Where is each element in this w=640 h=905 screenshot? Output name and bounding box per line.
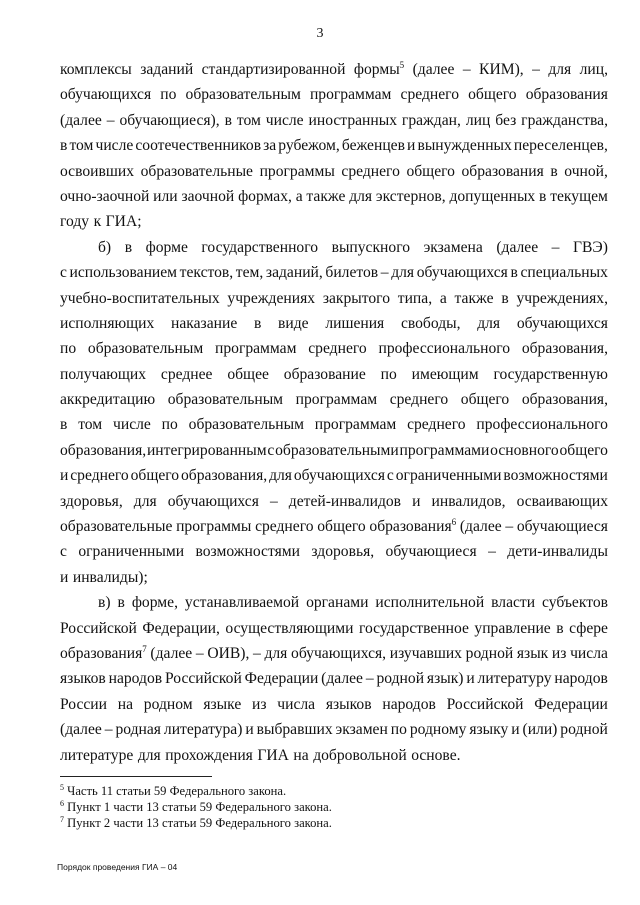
footnote-number: 6 [60, 799, 64, 808]
text-line [60, 641, 608, 666]
text-line [60, 57, 608, 82]
word: в [124, 238, 133, 256]
word: здоровья, [311, 543, 375, 561]
word: учреждениях [227, 289, 316, 307]
word: для [264, 644, 288, 662]
word: формы$^5$ [353, 60, 405, 78]
footnote-text: Часть 11 статьи 59 Федерального закона. [64, 784, 287, 798]
footnote [60, 799, 608, 815]
word: формах, [238, 187, 292, 205]
text-line [60, 82, 608, 107]
word: специальных [520, 264, 608, 282]
word: выпускного [331, 238, 411, 256]
text-line [60, 539, 608, 564]
word: государственного [201, 238, 319, 256]
word: родной [376, 670, 425, 688]
word: программам [215, 340, 297, 358]
word: инвалидов, [431, 492, 506, 510]
word: текущем [550, 187, 608, 205]
word: образования$^7$ [60, 643, 147, 662]
text-line [60, 362, 608, 387]
word: программами [399, 441, 490, 459]
word: КИМ), [479, 61, 524, 78]
word: обучающихся [516, 314, 608, 332]
word: профессионального [476, 416, 608, 434]
word: – [365, 670, 374, 688]
word: числе [113, 416, 151, 434]
word: в [556, 619, 564, 637]
word: допущенных [449, 187, 536, 205]
word: литературе [60, 746, 134, 764]
word: в [501, 289, 509, 307]
word: органами [306, 594, 369, 612]
word: программы [176, 518, 252, 536]
word: а [295, 187, 303, 205]
word: и [511, 721, 520, 739]
text-line [60, 590, 608, 615]
word: добровольной [313, 746, 407, 764]
word: среднего [341, 162, 400, 180]
word: с [60, 543, 67, 561]
word: числа [277, 695, 316, 713]
word: образования, [60, 441, 147, 459]
text-line [60, 286, 608, 311]
word: языке [203, 695, 242, 713]
footnote-ref: 7 [142, 643, 147, 654]
word: обучающиеся [516, 518, 608, 536]
word: по [60, 340, 77, 358]
footnote-ref: 5 [399, 60, 405, 70]
word: среднего [389, 391, 449, 409]
word: дети-инвалиды [507, 543, 608, 561]
word: б) [98, 238, 112, 256]
word: из [252, 695, 267, 713]
word: исполняющих [60, 314, 155, 332]
word: в [117, 594, 125, 612]
word: очной, [564, 162, 608, 180]
word: – [195, 644, 204, 662]
word: в [253, 314, 262, 332]
text-line [60, 387, 608, 412]
word: ГИА [257, 746, 289, 764]
word: очно-заочной [60, 187, 150, 205]
word: субъектов [542, 594, 608, 612]
text-line [60, 235, 608, 260]
text-line [60, 209, 608, 234]
word: Российской [164, 670, 242, 688]
word: профессионального [378, 340, 511, 358]
page-footer: Порядок проведения ГИА – 04 [57, 862, 178, 872]
word: общего [317, 518, 366, 536]
word: образования [461, 162, 544, 180]
word: числа [570, 644, 608, 662]
word: – [532, 61, 540, 78]
word: текстов, [179, 264, 234, 282]
word: для [137, 746, 161, 764]
word: осваивающих [516, 492, 608, 510]
word: ограниченными [395, 467, 502, 485]
text-line [60, 260, 608, 285]
word: устанавливаемой [184, 594, 300, 612]
word: образования, [521, 391, 608, 409]
word: – [551, 238, 560, 256]
word: в [550, 162, 558, 180]
text-line [60, 565, 608, 590]
text-line [60, 666, 608, 691]
word: образования, [521, 340, 608, 358]
word: Российской [446, 695, 524, 713]
footnote-ref: 6 [451, 517, 457, 528]
word: (далее [496, 238, 539, 256]
word: на [117, 695, 134, 713]
word: возможностями [503, 467, 608, 485]
word: тем, [235, 264, 264, 282]
footnote-number: 5 [60, 783, 64, 792]
word: языков [325, 695, 372, 713]
word: с [267, 441, 275, 459]
word: комплексы [60, 61, 132, 78]
word: и [60, 467, 69, 485]
word: том [69, 137, 94, 155]
word: родной [560, 721, 608, 739]
word: году [60, 213, 90, 231]
word: обучающихся [60, 86, 152, 104]
word: с [60, 264, 67, 282]
word: для [391, 264, 415, 282]
word: сфере [569, 619, 608, 637]
word: образовательные [140, 162, 253, 180]
word: Федерации [534, 695, 608, 713]
word: для [548, 61, 572, 78]
body-text [60, 57, 608, 768]
word: Федерации [244, 670, 319, 688]
word: народов [108, 670, 163, 688]
word: родная [115, 721, 161, 739]
word: здоровья, [60, 492, 123, 510]
text-line [60, 717, 608, 742]
word: за [263, 137, 277, 155]
word: родной [465, 644, 514, 662]
word: государственную [493, 365, 608, 383]
word: – [253, 644, 261, 662]
footnotes [60, 783, 608, 831]
word: – [488, 543, 496, 561]
text-line [60, 311, 608, 336]
word: в [539, 187, 547, 205]
word: среднего [70, 467, 129, 485]
word: образовательными [275, 441, 399, 459]
word: среднего [400, 86, 459, 104]
word: беженцев [341, 137, 405, 155]
word: виде [278, 314, 309, 332]
text-line [60, 743, 608, 768]
word: (далее [60, 111, 102, 129]
word: числе [265, 111, 304, 129]
word: лиц, [579, 61, 608, 78]
word: по [390, 721, 407, 739]
word: на [293, 746, 309, 764]
word: обучающихся [416, 264, 508, 282]
word: типа, [397, 289, 433, 307]
word: программы [259, 162, 335, 180]
word: образовательным [185, 86, 301, 104]
word: (далее [150, 644, 193, 662]
word: – [505, 518, 514, 536]
text-line [60, 463, 608, 488]
word: общего [130, 467, 180, 485]
word: ограниченными [78, 543, 185, 561]
word: иностранных [308, 111, 397, 129]
text-line [60, 336, 608, 361]
word: и [412, 492, 421, 510]
word: прохождения [165, 746, 253, 764]
footnote-text: Пункт 1 части 13 статьи 59 Федерального закона. [64, 800, 332, 814]
word: лиц [465, 111, 491, 129]
word: и [60, 568, 69, 586]
word: заданий, [265, 264, 323, 282]
word: том [78, 416, 103, 434]
text-line [60, 159, 608, 184]
word: литература) [163, 721, 243, 739]
word: (далее [60, 721, 102, 739]
word: свободы, [400, 314, 461, 332]
word: народов [382, 695, 436, 713]
word: государственное [358, 619, 469, 637]
word: для [133, 492, 157, 510]
word: детей-инвалидов [288, 492, 402, 510]
word: России [60, 695, 108, 713]
page-number: 3 [316, 26, 324, 41]
word: (или) [522, 721, 558, 739]
word: числе [95, 137, 134, 155]
word: Российской [60, 619, 137, 637]
word: обучающихся, [291, 644, 387, 662]
text-line [60, 438, 608, 463]
word: в [60, 137, 68, 155]
word: экзамен [335, 721, 388, 739]
word: для [269, 467, 292, 485]
word: по [161, 416, 178, 434]
word: граждан, [401, 111, 461, 129]
word: для [349, 187, 373, 205]
word: и [466, 670, 475, 688]
text-line [60, 489, 608, 514]
word: – [104, 721, 113, 739]
word: – [106, 111, 115, 129]
word: среднего [308, 340, 367, 358]
text-line [60, 184, 608, 209]
word: в [224, 111, 232, 129]
word: возможностями [195, 543, 300, 561]
text-line [60, 412, 608, 437]
word: родном [143, 695, 193, 713]
word: среднего [407, 416, 466, 434]
word: экзамена [423, 238, 483, 256]
word: программам [309, 86, 392, 104]
word: по [380, 365, 397, 383]
word: языков [60, 670, 106, 688]
word: также [306, 187, 346, 205]
word: а [439, 289, 447, 307]
word: инвалиды); [72, 568, 148, 586]
word: – [462, 61, 471, 78]
word: использованием [69, 264, 178, 282]
footnote-number: 7 [60, 815, 64, 824]
word: в [60, 416, 68, 434]
word: закрытого [322, 289, 390, 307]
word: рубежом, [278, 137, 340, 155]
word: (далее [321, 670, 363, 688]
text-line [60, 616, 608, 641]
text-line [60, 514, 608, 539]
word: языку [469, 721, 509, 739]
word: вынужденных [417, 137, 512, 155]
word: общего [406, 162, 455, 180]
word: основе. [411, 746, 461, 764]
word: стандартизированной [201, 61, 346, 78]
word: осуществляющими [225, 619, 354, 637]
word: переселенцев, [513, 137, 608, 155]
word: (далее [459, 518, 502, 536]
word: ГИА; [105, 213, 142, 231]
word: аккредитацию [60, 391, 156, 409]
word: среднего [255, 518, 314, 536]
word: наказание [171, 314, 238, 332]
word: обучающихся [167, 492, 259, 510]
word: учебно-воспитательных [60, 289, 220, 307]
word: обучающиеся [385, 543, 477, 561]
word: в [510, 264, 518, 282]
word: программам [314, 416, 397, 434]
word: образование [283, 365, 366, 383]
footnote [60, 815, 608, 831]
word: образования$^6$ [369, 517, 457, 536]
word: из [551, 644, 567, 662]
word: гражданства, [521, 111, 608, 129]
word: том [236, 111, 261, 129]
word: и [407, 137, 416, 155]
word: исполнительной [375, 594, 485, 612]
word: общего [559, 441, 608, 459]
word: и [245, 721, 254, 739]
word: в) [98, 594, 111, 612]
word: форме, [131, 594, 178, 612]
word: заданий [140, 61, 194, 78]
word: выбравших [256, 721, 333, 739]
word: билетов [325, 264, 379, 282]
footnote [60, 783, 608, 799]
word: общего [460, 391, 510, 409]
word: изучавших [389, 644, 462, 662]
word: Федерации, [142, 619, 220, 637]
text-line [60, 692, 608, 717]
word: язык) [426, 670, 464, 688]
text-line [60, 108, 608, 133]
word: ОИВ), [207, 644, 250, 662]
word: власти [491, 594, 536, 612]
word: для [477, 314, 501, 332]
word: освоивших [60, 162, 135, 180]
word: соотечественников [135, 137, 262, 155]
word: образовательным [87, 340, 204, 358]
word: (далее [412, 61, 455, 78]
word: или [153, 187, 178, 205]
word: народов [554, 670, 608, 688]
word: родному [409, 721, 467, 739]
footnote-separator [60, 776, 212, 777]
word: получающих [60, 365, 147, 383]
word: экстернов, [375, 187, 446, 205]
word: форме [145, 238, 188, 256]
word: обучающихся [293, 467, 386, 485]
word: без [495, 111, 517, 129]
word: образования [525, 86, 608, 104]
word: к [93, 213, 102, 231]
word: образовательным [188, 416, 304, 434]
word: – [269, 492, 278, 510]
word: литературу [477, 670, 552, 688]
word: среднее [160, 365, 213, 383]
word: лишения [325, 314, 385, 332]
word: язык [516, 644, 549, 662]
word: ГВЭ) [573, 238, 608, 256]
word: управление [474, 619, 551, 637]
word: заочной [181, 187, 235, 205]
footnote-text: Пункт 2 части 13 статьи 59 Федерального закона. [64, 816, 332, 830]
word: основного [490, 441, 559, 459]
word: имеющим [411, 365, 479, 383]
word: обучающиеся), [119, 111, 220, 129]
word: – [380, 264, 389, 282]
word: программам [295, 391, 378, 409]
word: с [386, 467, 394, 485]
word: также [454, 289, 494, 307]
word: общее [227, 365, 269, 383]
word: по [160, 86, 177, 104]
word: учреждениях, [516, 289, 608, 307]
word: образования, [181, 467, 268, 485]
word: интегрированным [146, 441, 267, 459]
text-line [60, 133, 608, 158]
word: общего [468, 86, 517, 104]
word: образовательные [60, 518, 173, 536]
word: образовательным [167, 391, 284, 409]
